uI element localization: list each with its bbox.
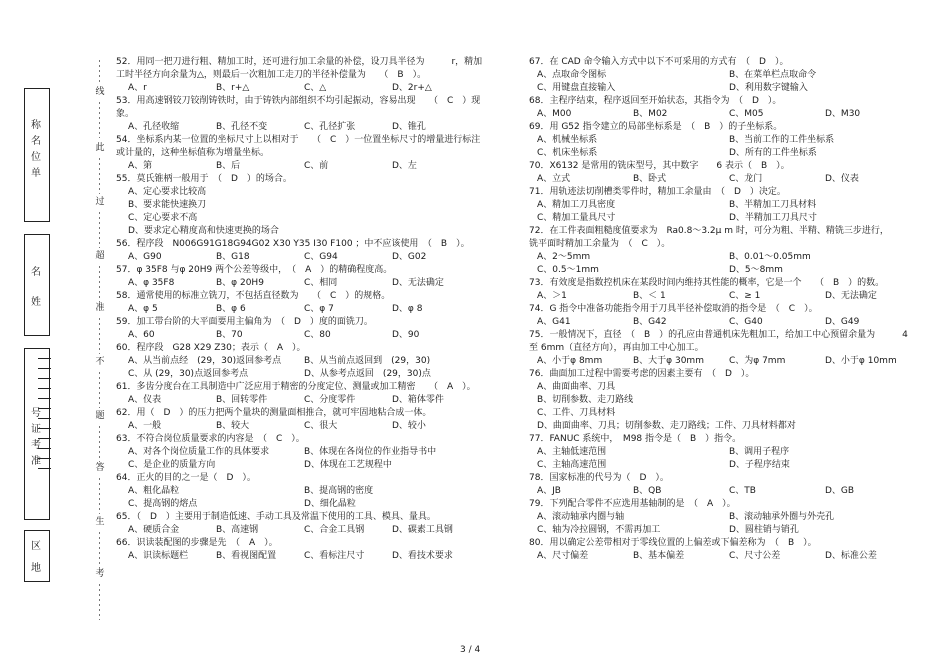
option-d: D、G49: [825, 317, 860, 327]
question-61: 61．多齿分度台在工具制造中广泛应用于精密的分度定位、测量或加工精密 （ A ）。: [116, 382, 476, 392]
region-label: 区地: [31, 541, 41, 574]
option-c: C、△: [304, 83, 327, 93]
question-52-options: [116, 82, 496, 95]
option-d: D、所有的工件坐标系: [729, 148, 817, 158]
question-72-options-cd: [529, 264, 919, 277]
cut-line-segment: [99, 372, 100, 408]
option-d: D、5～8mm: [729, 265, 783, 275]
option-d: D、无法确定: [825, 291, 877, 301]
option-b: B、切削参数、走刀路线: [537, 395, 634, 405]
option-d: D、利用数字键输入: [729, 83, 808, 93]
option-a: A、M00: [537, 109, 572, 119]
option-b: B、后: [216, 161, 241, 171]
question-71-options-cd: [529, 212, 919, 225]
question-54-options: [116, 160, 496, 173]
cutline-char: 准: [95, 303, 105, 313]
option-c: C、精加工量具尺寸: [537, 213, 616, 223]
question-64: 64．正火的目的之一是（ D ）。: [116, 473, 256, 483]
cut-line-segment: [99, 318, 100, 354]
question-62-options: [116, 420, 496, 433]
question-72-options-ab: [529, 251, 919, 264]
question-60: 60．程序段 G28 X29 Z30；表示（ A ）。: [116, 343, 306, 353]
option-b: B、＜ 1: [633, 291, 666, 301]
option-d: D、较小: [392, 421, 426, 431]
question-59: 59．加工带台阶的大平面要用主偏角为 （ D ）度的面铣刀。: [116, 317, 373, 327]
option-c: C、≥ 1: [729, 291, 761, 301]
option-c: C、相同: [304, 278, 338, 288]
option-c: C、很大: [304, 421, 338, 431]
option-c: C、轴为冷拉圆钢，不需再加工: [537, 525, 661, 535]
question-64-options-ab: [116, 485, 496, 498]
option-b: B、高速钢: [216, 525, 259, 535]
option-a: A、识读标题栏: [128, 551, 189, 561]
option-b: B、70: [216, 330, 243, 340]
option-a: A、φ 35F8: [128, 278, 175, 288]
cut-line-segment: [99, 102, 100, 138]
option-a: A、曲面曲率、刀具: [537, 382, 616, 392]
question-79: 79．下列配合零件不应选用基轴制的是 （ A ）。: [529, 499, 736, 509]
option-c: C、分度零件: [304, 395, 356, 405]
right-column: [529, 56, 919, 563]
unit-name-label: 称名位单: [31, 120, 41, 179]
question-58-options: [116, 303, 496, 316]
question-54-line2: 或计量的，这种坐标值称为增量坐标。: [116, 148, 270, 158]
cut-line-segment: [99, 532, 100, 568]
option-d: D、细化晶粒: [304, 499, 356, 509]
option-d: D、φ 8: [392, 304, 423, 314]
option-b: B、半精加工刀具材料: [729, 200, 817, 210]
cut-line-segment: [99, 266, 100, 302]
option-b: B、调用子程序: [729, 447, 790, 457]
option-c: C、TB: [729, 486, 756, 496]
question-56-options: [116, 251, 496, 264]
option-a: A、G90: [128, 252, 162, 262]
option-a: A、滚动轴承内圈与轴: [537, 512, 625, 522]
cutline-char: 题: [95, 411, 105, 421]
option-d: D、曲面曲率、刀具；切削参数、走刀路线；工件、刀具材料都对: [537, 421, 796, 431]
option-b: B、当前工作的工件坐标系: [729, 135, 835, 145]
question-69: 69．用 G52 指令建立的局部坐标系是 （ B ）的子坐标系。: [529, 122, 783, 132]
option-c: C、φ 7: [304, 304, 334, 314]
option-b: B、0.01～0.05mm: [729, 252, 811, 262]
option-c: C、前: [304, 161, 329, 171]
option-c: C、G40: [729, 317, 763, 327]
cutline-char: 过: [95, 197, 105, 207]
option-d: D、左: [392, 161, 417, 171]
question-56: 56．程序段 N006G91G18G94G02 X30 Y35 I30 F100 ；中不应该使用 （ B ）。: [116, 239, 470, 249]
option-c: C、用键盘直接输入: [537, 83, 616, 93]
question-74-options: [529, 316, 919, 329]
cutline-char: 答: [95, 463, 105, 473]
option-b: B、滚动轴承外圈与外壳孔: [729, 512, 835, 522]
option-d: D、半精加工刀具尺寸: [729, 213, 817, 223]
cut-line-segment: [99, 426, 100, 462]
option-a: A、小于φ 8mm: [537, 356, 603, 366]
option-b: B、M02: [633, 109, 668, 119]
question-75-line1: 75．一般情况下，直径 （ B ）的孔应由普通机床先粗加工，给加工中心预留余量为 4: [529, 330, 908, 340]
question-66-options: [116, 550, 496, 563]
option-c: C、为φ 7mm: [729, 356, 786, 366]
option-a: A、＞1: [537, 291, 567, 301]
option-d: D、子程序结束: [729, 460, 790, 470]
cutline-char: 线: [95, 87, 105, 97]
option-d: D、仪表: [825, 174, 859, 184]
name-label: 名姓: [31, 267, 41, 308]
option-b: B、要求能快速换刀: [128, 200, 207, 210]
question-57-options: [116, 277, 496, 290]
option-a: A、尺寸偏差: [537, 551, 589, 561]
left-column: [116, 56, 496, 563]
option-a: A、硬质合金: [128, 525, 180, 535]
option-b: B、基本偏差: [633, 551, 685, 561]
option-b: B、较大: [216, 421, 250, 431]
cutline-char: 不: [95, 357, 105, 367]
cut-line-segment: [99, 212, 100, 248]
question-57: 57．φ 35F8 与φ 20H9 两个公差等级中， （ A ）的精确程度高。: [116, 265, 393, 275]
question-60-options-cd: [116, 368, 496, 381]
question-74: 74．G 指令中准备功能指令用于刀具半径补偿取消的指令是 （ C ）。: [529, 304, 818, 314]
option-b: B、r+△: [216, 83, 250, 93]
option-d: D、小于φ 10mm: [825, 356, 897, 366]
option-d: D、体现在工艺规程中: [304, 460, 392, 470]
question-76: 76．曲面加工过程中需要考虑的因素主要有 （ D ）。: [529, 369, 755, 379]
option-a: A、r: [128, 83, 147, 93]
option-d: D、箱体零件: [392, 395, 444, 405]
question-66: 66．识读装配图的步骤是先 （ A ）。: [116, 538, 278, 548]
question-58: 58．通常使用的标准立铣刀，不包括直径数为 （ C ）的规格。: [116, 291, 391, 301]
question-71-options-ab: [529, 199, 919, 212]
option-a: A、2～5mm: [537, 252, 591, 262]
question-53-options: [116, 121, 496, 134]
option-c: C、从 (29，30)点返回参考点: [128, 369, 249, 379]
question-79-options-ab: [529, 511, 919, 524]
option-d: D、看技术要求: [392, 551, 453, 561]
option-a: A、第: [128, 161, 153, 171]
option-b: B、卧式: [633, 174, 667, 184]
question-67-options-ab: [529, 69, 919, 82]
option-d: D、圆柱销与销孔: [729, 525, 799, 535]
option-c: C、孔径扩张: [304, 122, 356, 132]
question-64-options-cd: [116, 498, 496, 511]
option-c: C、机床坐标系: [537, 148, 598, 158]
option-c: C、G94: [304, 252, 338, 262]
option-c: C、提高钢的熔点: [128, 499, 198, 509]
question-62: 62．用（ D ）的压力把两个量块的测量面相推合，就可牢固地粘合成一体。: [116, 408, 432, 418]
option-c: C、主轴高速范围: [537, 460, 607, 470]
option-a: A、机械坐标系: [537, 135, 598, 145]
option-d: D、锥孔: [392, 122, 426, 132]
question-68-options: [529, 108, 919, 121]
option-d: D、G02: [392, 252, 427, 262]
option-d: D、90: [392, 330, 420, 340]
option-a: A、一般: [128, 421, 162, 431]
question-75-options: [529, 355, 919, 368]
option-b: B、在菜单栏点取命令: [729, 70, 817, 80]
question-59-options: [116, 329, 496, 342]
cutline-char: 考: [95, 569, 105, 579]
page-number: 3 / 4: [460, 645, 481, 655]
option-c: C、80: [304, 330, 331, 340]
question-78-options: [529, 485, 919, 498]
question-69-options-cd: [529, 147, 919, 160]
option-a: A、JB: [537, 486, 561, 496]
question-61-options: [116, 394, 496, 407]
option-a: A、点取命令图标: [537, 70, 607, 80]
cut-line-segment: [99, 478, 100, 514]
option-d: D、要求定心精度高和快速更换的场合: [128, 226, 279, 236]
option-d: D、无法确定: [392, 278, 444, 288]
option-b: B、体现在各岗位的作业指导书中: [304, 447, 437, 457]
option-c: C、工件、刀具材料: [537, 408, 616, 418]
option-a: A、孔径收缩: [128, 122, 180, 132]
option-b: B、从当前点返回到 (29，30): [304, 356, 431, 366]
question-68: 68．主程序结束，程序返回至开始状态，其指令为 （ D ）。: [529, 96, 782, 106]
question-69-options-ab: [529, 134, 919, 147]
option-a: A、仪表: [128, 395, 162, 405]
option-c: C、龙门: [729, 174, 763, 184]
cutline-char: 生: [95, 517, 105, 527]
cut-line-segment: [99, 158, 100, 194]
option-c: C、看标注尺寸: [304, 551, 365, 561]
option-d: D、标准公差: [825, 551, 877, 561]
question-72-line2: 铣平面时精加工余量为 （ C ）。: [529, 239, 671, 249]
question-52-line1: 52．用同一把刀进行粗、精加工时，还可进行加工余量的补偿，设刀具半径为 r，精加: [116, 57, 483, 67]
option-d: D、从参考点返回 (29，30)点: [304, 369, 431, 379]
option-a: A、粗化晶粒: [128, 486, 180, 496]
question-53-line2: 象。: [116, 109, 135, 119]
option-d: D、碳素工具钢: [392, 525, 453, 535]
option-a: A、立式: [537, 174, 571, 184]
question-80: 80．用以确定公差带相对于零线位置的上偏差或下偏差称为 （ B ）。: [529, 538, 817, 548]
question-71: 71．用轨迹法切削槽类零件时，精加工余量由 （ D ）决定。: [529, 187, 786, 197]
option-c: C、合金工具钢: [304, 525, 365, 535]
question-73: 73．有效度是指数控机床在某段时间内维持其性能的概率，它是一个 （ B ）的数。: [529, 278, 885, 288]
question-70-options: [529, 173, 919, 186]
option-a: A、G41: [537, 317, 571, 327]
option-b: B、看视图配置: [216, 551, 277, 561]
question-70: 70．X6132 是常用的铣床型号，其中数字 6 表示（ B ）。: [529, 161, 790, 171]
option-b: B、回转零件: [216, 395, 268, 405]
question-67: 67．在 CAD 命令输入方式中以下不可采用的方式有 （ D ）。: [529, 57, 789, 67]
question-63-options-cd: [116, 459, 496, 472]
option-b: B、提高钢的密度: [304, 486, 374, 496]
option-a: A、精加工刀具密度: [537, 200, 616, 210]
question-77-options-ab: [529, 446, 919, 459]
exam-no-label: 号证考准: [31, 408, 41, 467]
option-c: C、定心要求不高: [128, 213, 198, 223]
option-a: A、从当前点经 (29，30)返回参考点: [128, 356, 282, 366]
option-a: A、60: [128, 330, 155, 340]
option-b: B、大于φ 30mm: [633, 356, 704, 366]
option-d: D、GB: [825, 486, 855, 496]
cut-line-segment: [99, 60, 100, 82]
option-c: C、M05: [729, 109, 764, 119]
question-65: 65．（ D ）主要用于制造低速、手动工具及常温下使用的工具、模具、量具。: [116, 512, 436, 522]
question-77: 77．FANUC 系统中， M98 指令是（ B ）指令。: [529, 434, 742, 444]
option-a: A、主轴低速范围: [537, 447, 607, 457]
option-a: A、φ 5: [128, 304, 158, 314]
cut-line-segment: [99, 584, 100, 620]
option-a: A、对各个岗位质量工作的具体要求: [128, 447, 270, 457]
option-b: B、G18: [216, 252, 250, 262]
question-77-options-cd: [529, 459, 919, 472]
question-54-line1: 54．坐标系内某一位置的坐标尺寸上以相对于 （ C ）一位置坐标尺寸的增量进行标注: [116, 135, 481, 145]
option-b: B、φ 6: [216, 304, 246, 314]
question-80-options: [529, 550, 919, 563]
option-b: B、孔径不变: [216, 122, 268, 132]
option-b: B、G42: [633, 317, 667, 327]
option-a: A、定心要求比较高: [128, 187, 207, 197]
question-78: 78．国家标准的代号为（ D ）。: [529, 473, 669, 483]
question-60-options-ab: [116, 355, 496, 368]
option-c: C、0.5～1mm: [537, 265, 599, 275]
question-55: 55．莫氏锥柄一般用于 （ D ）的场合。: [116, 174, 292, 184]
question-73-options: [529, 290, 919, 303]
cutline-char: 此: [95, 143, 105, 153]
question-72-line1: 72．在工件表面粗糙度值要求为 Ra0.8～3.2μ m 时，可分为粗、半精、精铣三步进行，: [529, 226, 889, 236]
question-65-options: [116, 524, 496, 537]
option-c: C、尺寸公差: [729, 551, 781, 561]
question-75-line2: 至 6mm（直径方向），再由加工中心加工。: [529, 343, 704, 353]
question-53-line1: 53．用高速钢铰刀铰削铸铁时，由于铸铁内部组织不均引起振动，容易出现 （ C ）现: [116, 96, 481, 106]
option-d: D、2r+△: [392, 83, 432, 93]
question-63: 63．不符合岗位质量要求的内容是 （ C ）。: [116, 434, 305, 444]
option-d: D、M30: [825, 109, 861, 119]
question-63-options-ab: [116, 446, 496, 459]
option-b: B、φ 20H9: [216, 278, 264, 288]
question-52-line2: 工时半径方向余量为△，则最后一次粗加工走刀的半径补偿量为 （ B ）。: [116, 70, 427, 80]
option-b: B、QB: [633, 486, 662, 496]
cutline-char: 超: [95, 251, 105, 261]
question-79-options-cd: [529, 524, 919, 537]
question-67-options-cd: [529, 82, 919, 95]
option-c: C、是企业的质量方向: [128, 460, 216, 470]
